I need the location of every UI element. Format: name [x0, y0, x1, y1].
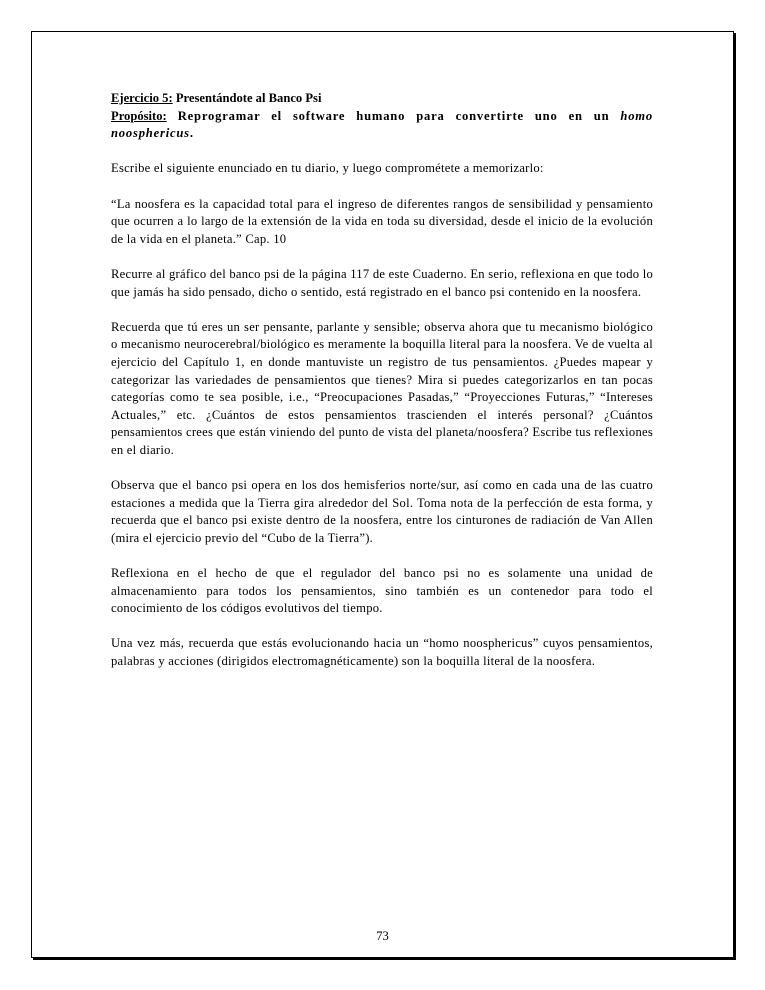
page-content	[111, 90, 653, 671]
exercise-heading	[111, 90, 653, 108]
paragraph-thinking-being: Recuerda que tú eres un ser pensante, parlante y sensible; observa ahora que tu mecanismo biológico o mecanismo neurocerebral/biológico es meramente la boquilla literal para la noosfera. Ve de vuelta al ejercicio del Capítulo 1, en donde mantuviste un registro de tus pensamientos. ¿Puedes mapear y categorizar las variedades de pensamientos que tienes? Mira si puedes categorizarlos en tan pocas categorías como te sea posible, i.e., “Preocupaciones Pasadas,” “Proyecciones Futuras,” “Intereses Actuales,” etc. ¿Cuántos de estos pensamientos trascienden el interés personal? ¿Cuántos pensamientos crees que están viniendo del punto de vista del planeta/noosfera? Escribe tus reflexiones en el diario.	[111, 319, 653, 457]
exercise-title: Presentándote al Banco Psi	[172, 91, 322, 105]
paragraph-instruction: Escribe el siguiente enunciado en tu diario, y luego comprométete a memorizarlo:	[111, 161, 544, 176]
page-number: 73	[376, 929, 389, 943]
purpose-end: .	[189, 126, 194, 141]
purpose-text: Reprogramar el software humano para convertirte uno en un	[166, 108, 621, 123]
exercise-label: Ejercicio 5:	[111, 91, 173, 105]
paragraph-hemispheres: Observa que el banco psi opera en los dos hemisferios norte/sur, así como en cada una de las cuatro estaciones a medida que la Tierra gira alrededor del Sol. Toma nota de la perfección de esta forma, y recuerda que el banco psi existe dentro de la noosfera, entre los cinturones de radiación de Van Allen (mira el ejercicio previo del “Cubo de la Tierra”).	[111, 478, 653, 545]
purpose-heading	[111, 108, 653, 143]
paragraph-regulator: Reflexiona en el hecho de que el regulador del banco psi no es solamente una unidad de almacenamiento para todos los pensamientos, sino también es un contenedor para todo el conocimiento de los códigos evolutivos del tiempo.	[111, 566, 653, 616]
purpose-emphasis: homo noosphericus	[111, 108, 653, 141]
paragraph-psi-graphic: Recurre al gráfico del banco psi de la página 117 de este Cuaderno. En serio, reflexiona en que todo lo que jamás ha sido pensado, dicho o sentido, está registrado en el banco psi contenido en la noosfera.	[111, 266, 653, 299]
paragraph-homo-noosphericus: Una vez más, recuerda que estás evolucionando hacia un “homo noosphericus” cuyos pensamientos, palabras y acciones (dirigidos electromagnéticamente) son la boquilla literal de la noosfera.	[111, 636, 653, 668]
purpose-label: Propósito:	[111, 108, 167, 123]
paragraph-quote: “La noosfera es la capacidad total para el ingreso de diferentes rangos de sensibilidad y pensamiento que ocurren a lo largo de la extensión de la vida en toda su diversidad, desde el inicio de la evolución de la vida en el planeta.” Cap. 10	[111, 196, 653, 246]
